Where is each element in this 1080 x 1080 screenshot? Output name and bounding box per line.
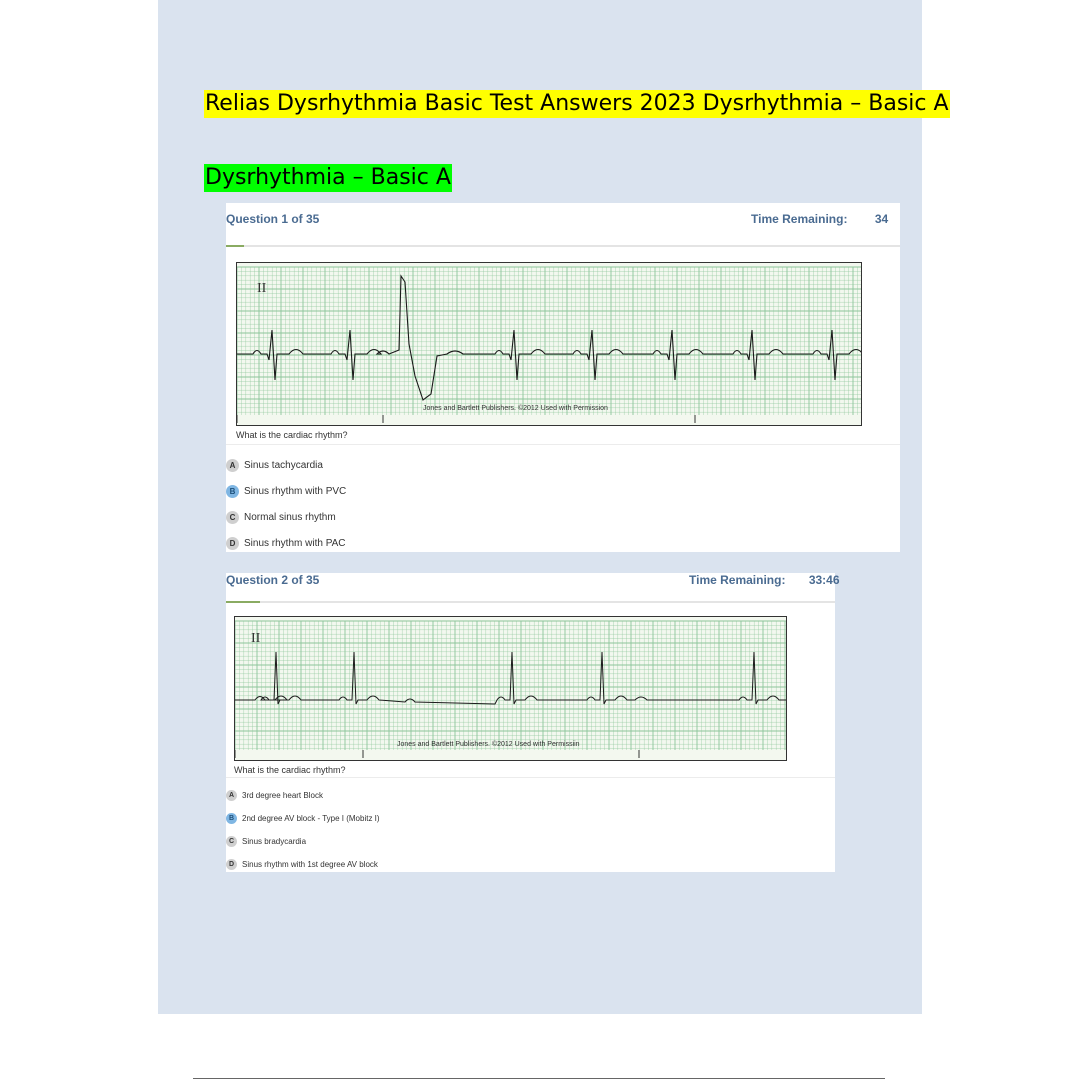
question-counter: Question 2 of 35	[226, 573, 320, 587]
ecg-grid	[237, 267, 861, 415]
ecg-strip	[234, 616, 787, 761]
choice-badge: D	[226, 537, 239, 550]
choice-label: Sinus rhythm with PVC	[244, 486, 347, 497]
prompt-divider	[226, 444, 900, 445]
time-remaining-label: Time Remaining:	[751, 212, 848, 226]
footer-rule	[193, 1078, 885, 1079]
question-2-screenshot	[226, 573, 840, 872]
ecg-strip	[236, 262, 862, 426]
header-divider	[226, 245, 900, 247]
ecg-lead-label: II	[251, 631, 261, 646]
document-subheading: Dysrhythmia – Basic A	[205, 165, 451, 190]
prompt-divider	[226, 777, 835, 778]
time-remaining	[689, 573, 840, 587]
time-remaining-value: 34	[874, 212, 889, 226]
choice-badge: A	[226, 459, 239, 472]
answer-choice-a[interactable]	[226, 790, 323, 801]
question-counter: Question 1 of 35	[226, 212, 320, 226]
answer-choice-b[interactable]	[226, 485, 346, 498]
choice-label: Sinus rhythm with 1st degree AV block	[242, 860, 378, 869]
choice-label: Sinus bradycardia	[242, 837, 307, 846]
choice-badge: C	[226, 836, 237, 847]
answer-choice-c[interactable]	[226, 836, 306, 847]
question-1-screenshot	[226, 203, 900, 552]
answer-choice-d[interactable]	[226, 859, 378, 870]
answer-choice-a[interactable]	[226, 459, 323, 472]
choice-badge: A	[226, 790, 237, 801]
answer-choice-b[interactable]	[226, 813, 380, 824]
header-divider	[226, 601, 835, 603]
ecg-trace	[235, 652, 786, 704]
time-remaining	[751, 212, 888, 226]
ecg-credit: Jones and Bartlett Publishers. ©2012 Used with Permissiin	[397, 741, 580, 748]
answer-choice-c[interactable]	[226, 511, 336, 524]
choice-badge-selected: B	[226, 485, 239, 498]
ecg-credit: Jones and Bartlett Publishers. ©2012 Used with Permission	[423, 405, 608, 412]
choice-label: Normal sinus rhythm	[244, 512, 336, 523]
choice-label: 3rd degree heart Block	[242, 791, 323, 800]
choice-label: Sinus rhythm with PAC	[244, 538, 346, 549]
choice-badge: D	[226, 859, 237, 870]
choice-label: Sinus tachycardia	[244, 460, 323, 471]
time-remaining-label: Time Remaining:	[689, 573, 786, 587]
ecg-lead-label: II	[257, 281, 267, 296]
choice-badge: C	[226, 511, 239, 524]
question-prompt: What is the cardiac rhythm?	[234, 765, 346, 775]
time-remaining-value: 33:46	[808, 573, 840, 587]
progress-bar	[226, 601, 260, 603]
document-heading: Relias Dysrhythmia Basic Test Answers 2023 Dysrhythmia – Basic A	[205, 91, 949, 116]
question-prompt: What is the cardiac rhythm?	[236, 430, 348, 440]
progress-bar	[226, 245, 244, 247]
answer-choice-d[interactable]	[226, 537, 346, 550]
choice-badge-selected: B	[226, 813, 237, 824]
choice-label: 2nd degree AV block - Type I (Mobitz I)	[242, 814, 380, 823]
